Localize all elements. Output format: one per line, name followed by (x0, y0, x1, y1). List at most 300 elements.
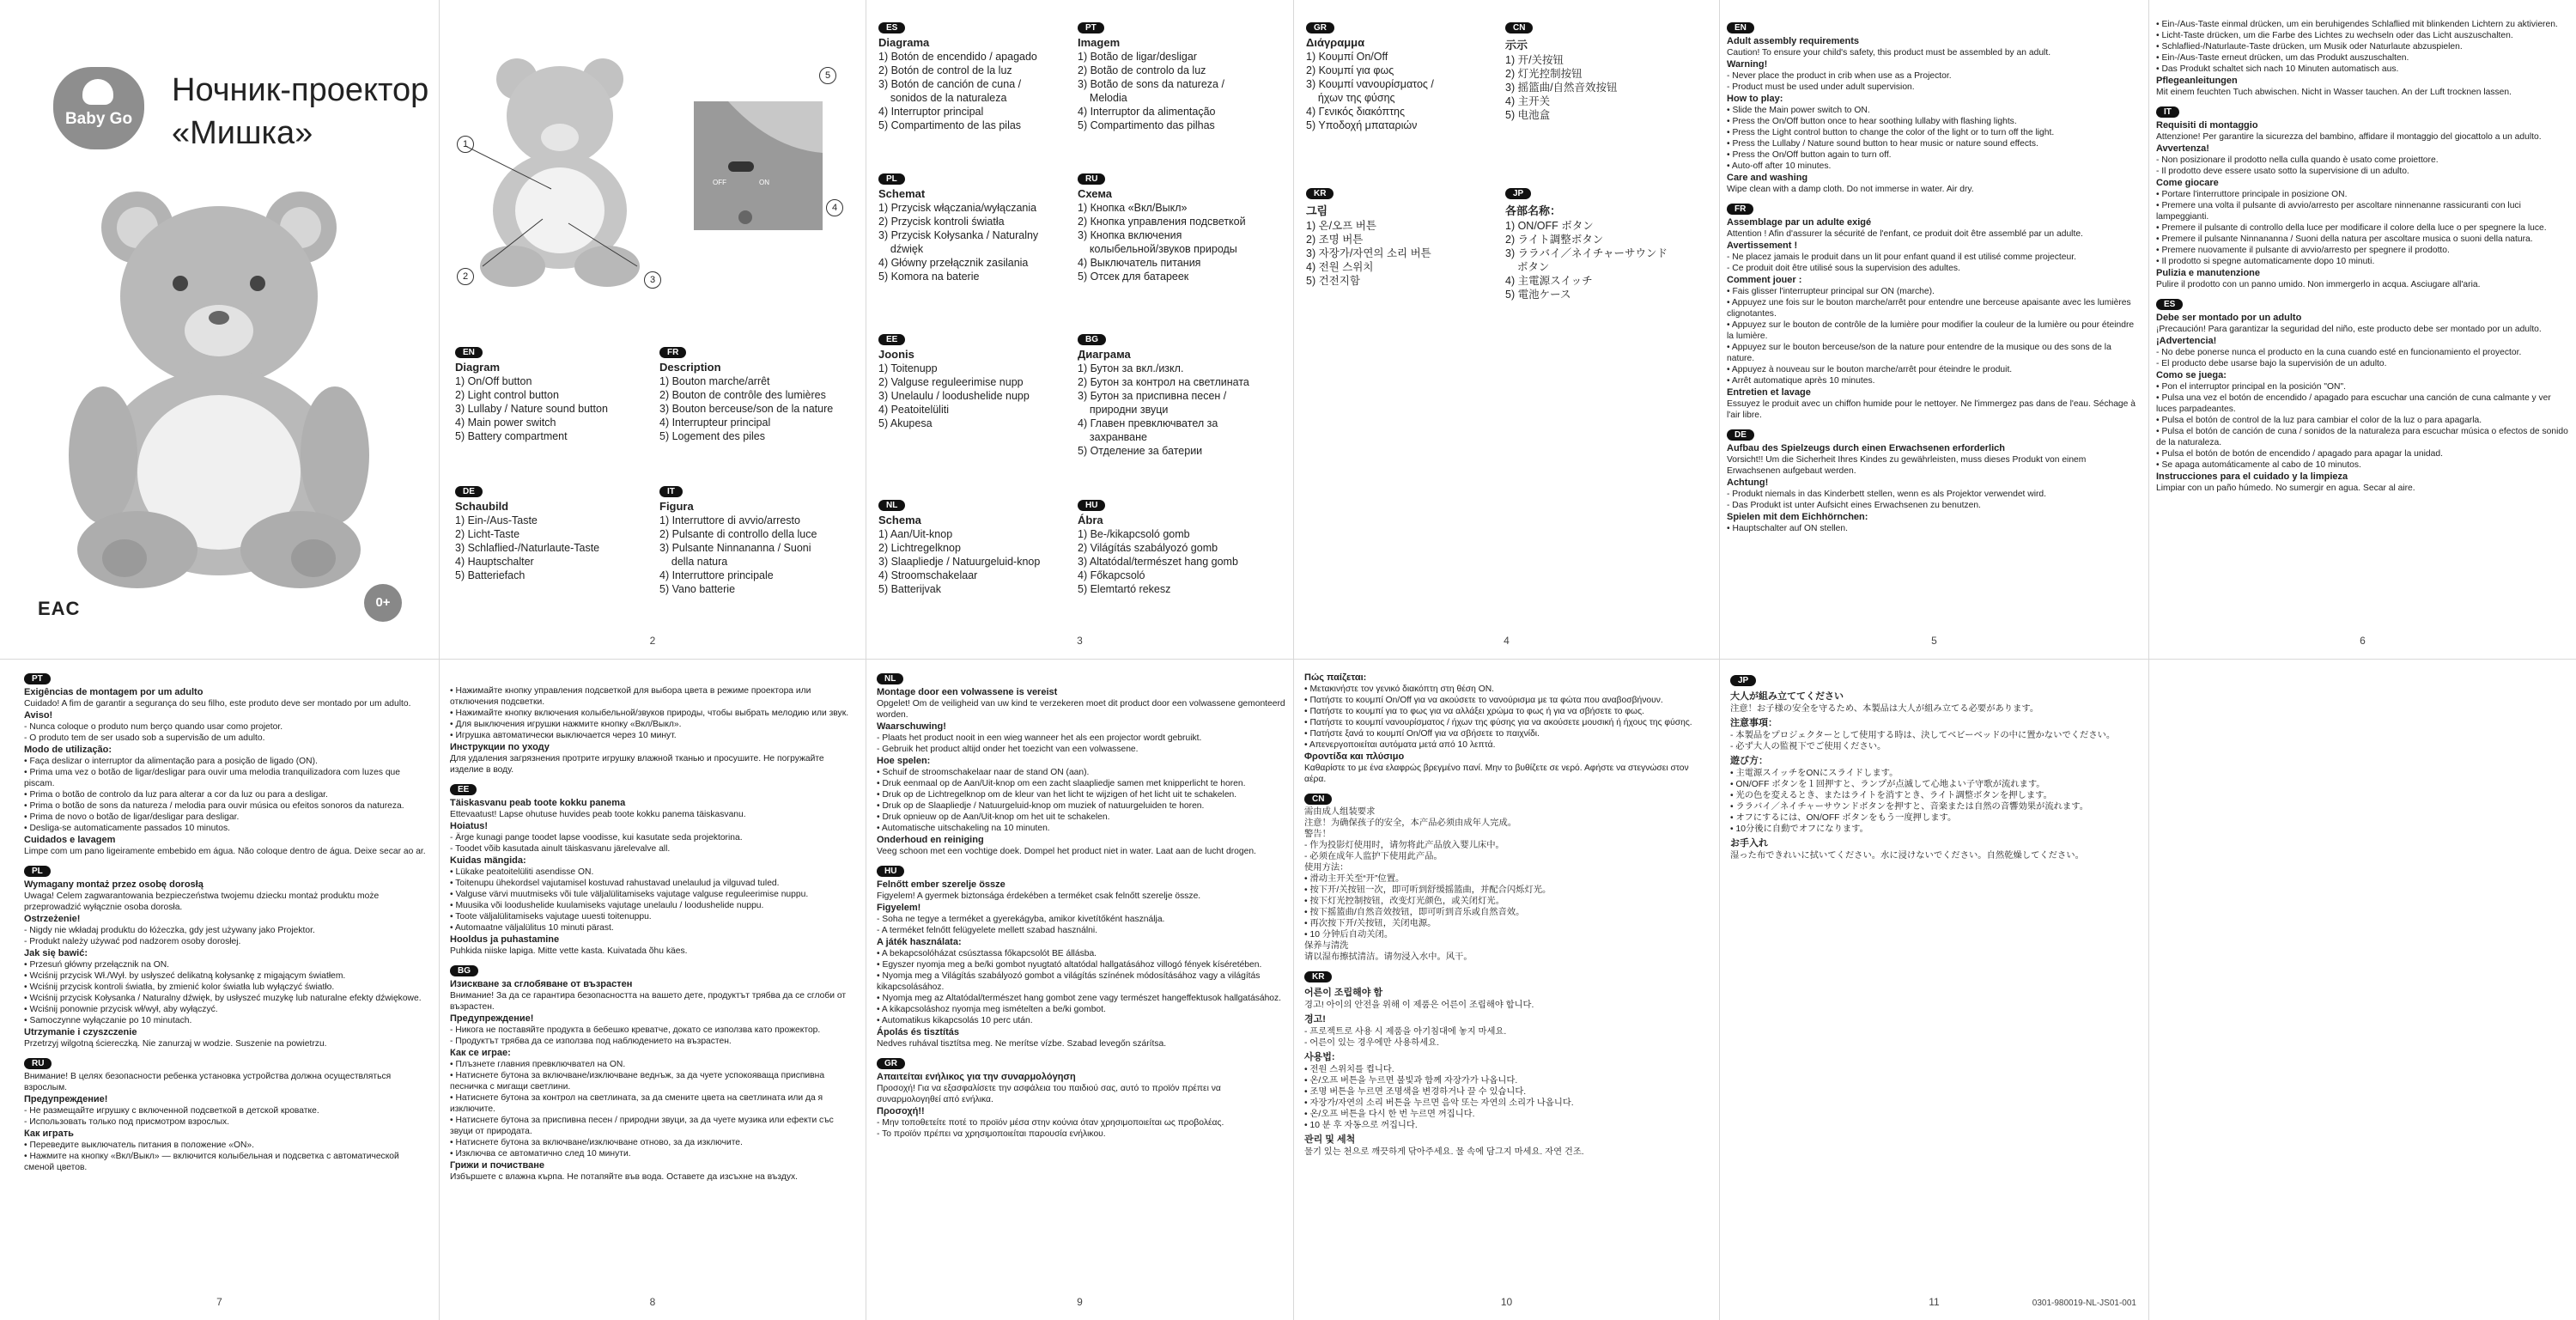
section-heading: Avvertenza! (2156, 143, 2209, 154)
instruction-line: • Muusika või loodushelide kuulamiseks vajutage unelaulu / loodushelide nuppu. (450, 901, 764, 910)
panel-page-3 (866, 0, 1294, 660)
instruction-line: - Ce produit doit être utilisé sous la supervision des adultes. (1727, 264, 1960, 273)
instruction-line: • Egyszer nyomja meg a be/ki gombot nyugtató altatódal hallgatásához villogó fények kíséretében. (877, 960, 1262, 970)
language-tag: HU (877, 866, 904, 877)
instruction-line: • Desliga-se automaticamente passados 10 minutos. (24, 824, 230, 833)
page-number: 5 (1931, 635, 1937, 647)
instruction-line: • 10分後に自動でオフになります。 (1730, 824, 1868, 834)
age-badge (364, 584, 402, 622)
legend-item: 1) Botão de ligar/desligar (1078, 51, 1197, 63)
language-tag: NL (878, 500, 905, 511)
legend-item: 1) 온/오프 버튼 (1306, 220, 1376, 232)
legend-item: 2) 조명 버튼 (1306, 234, 1364, 246)
legend-item: 2) Lichtregelknop (878, 542, 961, 554)
legend-item: 5) Logement des piles (659, 430, 765, 442)
section-heading: Come giocare (2156, 178, 2219, 188)
legend-item: 3) Кнопка включения (1078, 229, 1182, 241)
legend-item: 2) Világítás szabályozó gomb (1078, 542, 1218, 554)
section-spacer (450, 957, 858, 962)
legend-item: 3) Slaapliedje / Natuurgeluid-knop (878, 556, 1041, 568)
legend-item: 4) Interruttore principale (659, 569, 774, 581)
instruction-line: - Никога не поставяйте продукта в бебешко креватче, докато се използва като прожектор. (450, 1025, 821, 1035)
instruction-line: • Se apaga automáticamente al cabo de 10 minutos. (2156, 460, 2361, 470)
instruction-line: • Πατήστε το κουμπί νανουρίσματος / ήχων της φύσης για να ακούσετε μουσική ή ήχους της φύσης. (1304, 718, 1692, 727)
legend-item: 3) ララバイ／ネイチャーサウンド (1505, 247, 1668, 259)
instruction-line: • Automatische uitschakeling na 10 minuten. (877, 824, 1050, 833)
instruction-line: • Wciśnij przycisk Kołysanka / Naturalny dźwięk, by usłyszeć muzykę lub naturalne efekty dźwiękowe. (24, 994, 422, 1003)
section-heading: Hooldus ja puhastamine (450, 934, 560, 945)
instruction-line: Προσοχή! Για να εξασφαλίσετε την ασφάλεια του παιδιού σας, αυτό το προϊόν πρέπει να συναρμολογηθεί από ενήλικα. (877, 1084, 1224, 1104)
instruction-line: • Pulsa el botón de canción de cuna / sonidos de la naturaleza para escuchar música o efectos de sonido de la naturaleza. (2156, 427, 2571, 447)
legend-item: 1) Κουμπί On/Off (1306, 51, 1388, 63)
legend-title: 그림 (1306, 204, 1328, 217)
instruction-line: • 조명 버튼을 누르면 조명색을 변경하거나 끌 수 있습니다. (1304, 1087, 1527, 1097)
language-tag: ES (2156, 299, 2183, 310)
legend-item: 3) Przycisk Kołysanka / Naturalny (878, 229, 1039, 241)
instruction-line: - Product must be used under adult supervision. (1727, 82, 1915, 92)
section-heading: Täiskasvanu peab toote kokku panema (450, 798, 626, 808)
section-heading: Грижи и почистване (450, 1160, 544, 1171)
callout-4: 4 (826, 199, 843, 216)
instruction-line: - O produto tem de ser usado sob a supervisão de um adulto. (24, 733, 265, 743)
legend-item: 5) 电池盒 (1505, 109, 1551, 121)
section-heading: Kuidas mängida: (450, 855, 526, 866)
section-heading: Felnőtt ember szerelje össze (877, 879, 1005, 890)
instruction-line: • 再次按下开/关按钮，关闭电源。 (1304, 919, 1437, 928)
instruction-line: • Натиснете бутона за приспивна песен / природни звуци, за да чуете музика или ефекти със звуци от природата. (450, 1116, 836, 1136)
legend-block (659, 483, 844, 596)
instruction-line: • Valguse värvi muutmiseks või tule väljalülitamiseks vajutage valguse reguleerimise nuppu. (450, 890, 809, 899)
instruction-line: - A terméket felnőtt felügyelete mellett szabad használni. (877, 926, 1097, 935)
instruction-line: - 어른이 있는 경우에만 사용하세요. (1304, 1038, 1439, 1048)
legend-item: 3) Lullaby / Nature sound button (455, 403, 608, 415)
section-heading: Pflegeanleitungen (2156, 76, 2238, 86)
instruction-line: • Druk opnieuw op de Aan/Uit-knop om het uit te schakelen. (877, 812, 1110, 822)
instruction-line: - El producto debe usarse bajo la supervisión de un adulto. (2156, 359, 2387, 368)
panel-page-9 (866, 660, 1294, 1320)
legend-block (1505, 19, 1690, 122)
instruction-line: 경고! 아이의 안전을 위해 이 제품은 어른이 조립해야 합니다. (1304, 1001, 1534, 1010)
section-heading: 경고! (1304, 1014, 1326, 1025)
instruction-line: 注意！为确保孩子的安全，本产品必须由成年人完成。 (1304, 818, 1517, 828)
instruction-line: 물기 있는 천으로 깨끗하게 닦아주세요. 물 속에 담그지 마세요. 자연 건조. (1304, 1147, 1584, 1157)
section-spacer (877, 1140, 1285, 1145)
section-heading: Πώς παίζεται: (1304, 672, 1367, 683)
legend-item: 2) 灯光控制按钮 (1505, 68, 1583, 80)
instructions-text (450, 685, 858, 1188)
section-heading: 注意事項： (1730, 718, 1777, 728)
legend-item: 5) Отделение за батерии (1078, 445, 1203, 457)
legend-item: 2) Przycisk kontroli światła (878, 216, 1005, 228)
legend-item: 1) Toitenupp (878, 362, 938, 374)
instruction-line: Καθαρίστε το με ένα ελαφρώς βρεγμένο πανί. Μην το βυθίζετε σε νερό. Αφήστε να στεγνώσει στον αέρα. (1304, 763, 1692, 784)
instruction-line: Caution! To ensure your child's safety, this product must be assembled by an adult. (1727, 48, 2051, 58)
instruction-line: • Press the On/Off button again to turn off. (1727, 150, 1892, 160)
instruction-line: • Нажмите на кнопку «Вкл/Выкл» — включится колыбельная и подсветка с автоматической сменой цветов. (24, 1152, 402, 1172)
legend-item: 4) Peatoitelüliti (878, 404, 949, 416)
instruction-line: ¡Precaución! Para garantizar la seguridad del niño, este producto debe ser montado por un adulto. (2156, 325, 2542, 334)
legend-item: природни звуци (1078, 404, 1169, 416)
instruction-line: - 프로젝트로 사용 시 제품을 아기침대에 놓지 마세요. (1304, 1027, 1507, 1037)
instruction-line: • Натиснете бутона за включване/изключване отново, за да изключите. (450, 1138, 743, 1147)
teddy-bear-image (43, 180, 386, 593)
legend-item: захранване (1078, 431, 1147, 443)
language-tag: NL (877, 673, 903, 684)
instruction-line: • ララバイ／ネイチャーサウンドボタンを押すと、音楽または自然の音響効果が流れます。 (1730, 802, 2088, 812)
legend-block (1505, 185, 1690, 301)
instruction-line: - Das Produkt ist unter Aufsicht eines Erwachsenen zu benutzen. (1727, 501, 1981, 510)
instruction-line: • Πατήστε το κουμπί On/Off για να ακούσετε το νανούρισμα με τα φώτα που αναβοσβήνουν. (1304, 696, 1663, 705)
instruction-line: • Для выключения игрушки нажмите кнопку «Вкл/Выкл». (450, 720, 682, 729)
instructions-text (2156, 19, 2571, 499)
instruction-line: Attenzione! Per garantire la sicurezza del bambino, affidare il montaggio del giocattolo a un adulto. (2156, 132, 2542, 142)
instruction-line: • Wciśnij przycisk kontroli światła, by zmienić kolor światła lub wyłączyć światło. (24, 982, 335, 992)
section-spacer (877, 1049, 1285, 1055)
legend-item: 4) Interruptor principal (878, 106, 984, 118)
legend-block (659, 344, 844, 443)
page-number: 8 (649, 1296, 656, 1308)
section-spacer (1304, 785, 1711, 790)
language-tag: PL (878, 173, 905, 185)
legend-item: 2) Bouton de contrôle des lumières (659, 389, 826, 401)
instruction-line: • Auto-off after 10 minutes. (1727, 161, 1832, 171)
legend-item: 4) 主开关 (1505, 95, 1551, 107)
language-tag: JP (1505, 188, 1531, 199)
legend-item: 1) Бутон за вкл./изкл. (1078, 362, 1184, 374)
instruction-line: Essuyez le produit avec un chiffon humide pour le nettoyer. Ne l'immergez pas dans de l'eau. Séchage à l'air libre. (1727, 399, 2138, 420)
legend-title: Ábra (1078, 514, 1103, 526)
language-tag: CN (1304, 794, 1332, 805)
section-spacer (2156, 494, 2568, 499)
instruction-line: • Ein-/Aus-Taste erneut drücken, um das Produkt auszuschalten. (2156, 53, 2409, 63)
instruction-line: - Never place the product in crib when use as a Projector. (1727, 71, 1952, 81)
panel-page-4 (1294, 0, 1720, 660)
language-tag: HU (1078, 500, 1105, 511)
language-tag: DE (455, 486, 483, 497)
section-spacer (24, 1173, 428, 1178)
section-heading: Debe ser montado por un adulto (2156, 313, 2302, 323)
section-heading: ¡Advertencia! (2156, 336, 2217, 346)
legend-item: 5) Batteriefach (455, 569, 526, 581)
legend-title: Diagram (455, 361, 501, 374)
legend-item: 2) Pulsante di controllo della luce (659, 528, 817, 540)
panel-page-2 (440, 0, 866, 660)
page-number: 4 (1504, 635, 1510, 647)
instruction-line: • Απενεργοποιείται αυτόματα μετά από 10 λεπτά. (1304, 740, 1496, 750)
section-spacer (2156, 98, 2568, 103)
legend-item: 5) Отсек для батареек (1078, 271, 1189, 283)
section-heading: Instrucciones para el cuidado y la limpieza (2156, 471, 2348, 482)
legend-block (878, 496, 1063, 596)
instruction-line: • 자장가/자연의 소리 버튼을 누르면 음악 또는 자연의 소리가 나옵니다. (1304, 1098, 1574, 1108)
legend-item: 4) 主電源スイッチ (1505, 275, 1593, 287)
instruction-line: • Appuyez à nouveau sur le bouton marche/arrêt pour éteindre le produit. (1727, 365, 2013, 374)
language-tag: RU (24, 1058, 52, 1069)
instruction-line: • Nyomja meg a Világítás szabályozó gombot a világítás színének módosításához vagy a világítás kikapcsolásához. (877, 971, 1263, 992)
instruction-line: • 按下开/关按钮一次，即可听到舒缓摇篮曲，并配合闪烁灯光。 (1304, 885, 1552, 895)
instruction-line: • Appuyez une fois sur le bouton marche/arrêt pour entendre une berceuse apaisante avec les lumières clignotantes. (1727, 298, 2134, 319)
legend-block (1306, 19, 1491, 132)
product-title-line2: «Мишка» (172, 115, 313, 151)
instruction-line: 需由成人组装要求 (1304, 807, 1376, 817)
legend-item: 5) Komora na baterie (878, 271, 980, 283)
instruction-line: • Premere il pulsante Ninnananna / Suoni della natura per ascoltare musica o suoni della natura. (2156, 234, 2533, 244)
legend-item: 2) Κουμπί για φως (1306, 64, 1394, 76)
section-heading: Απαιτείται ενήλικος για την συναρμολόγηση (877, 1072, 1076, 1082)
instruction-line: • Ein-/Aus-Taste einmal drücken, um ein beruhigendes Schlaflied mit blinkenden Lichtern zu aktivieren. (2156, 20, 2558, 29)
section-heading: Adult assembly requirements (1727, 36, 1860, 46)
page-number: 11 (1929, 1296, 1940, 1308)
legend-block (455, 344, 640, 443)
section-heading: Waarschuwing! (877, 721, 946, 732)
legend-item: 5) 건전지함 (1306, 275, 1360, 287)
legend-item: 4) Main power switch (455, 417, 556, 429)
section-heading: 大人が組み立ててください (1730, 691, 1844, 702)
legend-item: Melodia (1078, 92, 1127, 104)
legend-item: 2) Licht-Taste (455, 528, 520, 540)
instruction-line: • Toote väljalülitamiseks vajutage uuesti toitenuppu. (450, 912, 652, 922)
language-tag: CN (1505, 22, 1533, 33)
section-heading: Comment jouer : (1727, 275, 1802, 285)
instruction-line: - Gebruik het product altijd onder het toezicht van een volwassene. (877, 745, 1139, 754)
legend-item: 4) Hauptschalter (455, 556, 534, 568)
switch-on-label: ON (759, 179, 769, 186)
instruction-line: • 主電源スイッチをONにスライドします。 (1730, 769, 1899, 778)
instruction-line: • Pulsa el botón de botón de encendido / apagado para apagar la unidad. (2156, 449, 2443, 459)
section-heading: Ostrzeżenie! (24, 914, 81, 924)
instruction-line: - 作为投影灯使用时，请勿将此产品放入婴儿床中。 (1304, 841, 1504, 850)
language-tag: IT (2156, 106, 2179, 118)
legend-title: 各部名称： (1505, 204, 1562, 217)
legend-item: 3) Бутон за приспивна песен / (1078, 390, 1227, 402)
callout-1: 1 (457, 136, 474, 153)
instruction-line: • Πατήστε το κουμπί για το φως για να αλλάξει χρώμα το φως ή για να σβήσετε το φως. (1304, 707, 1644, 716)
legend-item: 3) 자장가/자연의 소리 버튼 (1306, 247, 1431, 259)
language-tag: KR (1304, 971, 1332, 982)
instruction-line: • Prima o botão de sons da natureza / melodia para ouvir música ou efeitos sonoros da natureza. (24, 801, 404, 811)
instruction-line: • 按下灯光控制按钮，改变灯光颜色，或关闭灯光。 (1304, 897, 1504, 906)
section-spacer (450, 776, 858, 781)
instruction-line: - Non posizionare il prodotto nella culla quando è usato come proiettore. (2156, 155, 2439, 165)
language-tag: PL (24, 866, 51, 877)
instruction-line: - 本製品をプロジェクターとして使用する時は、決してベビーベッドの中に置かないでください。 (1730, 731, 2116, 740)
instruction-line: 请以湿布擦拭清洁。请勿浸入水中。风干。 (1304, 952, 1473, 962)
instruction-line: • Переведите выключатель питания в положение «ON». (24, 1141, 255, 1150)
language-tag: EE (878, 334, 905, 345)
instruction-line: Puhkida niiske lapiga. Mitte vette kasta. Kuivatada õhu käes. (450, 946, 688, 956)
language-tag: EN (455, 347, 483, 358)
instruction-line: • Wciśnij przycisk Wł./Wył. by usłyszeć delikatną kołysankę z migającym światłem. (24, 971, 346, 981)
legend-title: Imagem (1078, 36, 1121, 49)
legend-item: 3) Botão de sons da natureza / (1078, 78, 1224, 90)
instruction-line: Wipe clean with a damp cloth. Do not immerse in water. Air dry. (1727, 185, 1974, 194)
instruction-line: Limpiar con un paño húmedo. No sumergir en agua. Secar al aire. (2156, 484, 2415, 493)
legend-item: 5) Υποδοχή μπαταριών (1306, 119, 1418, 131)
section-heading: Assemblage par un adulte exigé (1727, 217, 1872, 228)
instruction-line: • Pulsa una vez el botón de encendido / apagado para escuchar una canción de cuna calmante y ver luces parpadeantes. (2156, 393, 2554, 414)
instruction-line: Vorsicht!! Um die Sicherheit Ihres Kindes zu gewährleisten, muss dieses Produkt von einem Erwachsenen aufgebaut werden. (1727, 455, 2089, 476)
eac-mark: EAC (38, 598, 81, 619)
legend-item: 1) Кнопка «Вкл/Выкл» (1078, 202, 1188, 214)
legend-title: Схема (1078, 187, 1113, 200)
legend-block (455, 483, 640, 582)
instruction-line: • 10 분 후 자동으로 꺼집니다. (1304, 1121, 1418, 1130)
legend-item: 2) Valguse reguleerimise nupp (878, 376, 1024, 388)
legend-block (878, 170, 1063, 283)
language-tag: GR (877, 1058, 905, 1069)
instruction-line: • Press the On/Off button once to hear soothing lullaby with flashing lights. (1727, 117, 2017, 126)
legend-block (1078, 496, 1262, 596)
instruction-line: - Το προϊόν πρέπει να χρησιμοποιείται παρουσία ενήλικου. (877, 1129, 1106, 1139)
legend-item: 1) 开/关按钮 (1505, 54, 1564, 66)
language-tag: JP (1730, 675, 1756, 686)
section-heading: Requisiti di montaggio (2156, 120, 2258, 131)
instruction-line: • Przesuń główny przełącznik na ON. (24, 960, 169, 970)
instruction-line: Limpe com um pano ligeiramente embebido em água. Não coloque dentro de água. Deixe secar ao ar. (24, 847, 426, 856)
section-heading: Как играть (24, 1128, 74, 1139)
instruction-line: 使用方法： (1304, 863, 1349, 873)
instruction-line: • Automatikus kikapcsolás 10 perc után. (877, 1016, 1033, 1025)
instructions-text (1730, 672, 2139, 867)
instruction-line: • Faça deslizar o interruptor da alimentação para a posição de ligado (ON). (24, 757, 318, 766)
panel-page-10 (1294, 660, 1720, 1320)
language-tag: KR (1306, 188, 1334, 199)
legend-item: 4) Выключатель питания (1078, 257, 1201, 269)
legend-item: della natura (659, 556, 728, 568)
instruction-line: 保养与清洗 (1304, 941, 1349, 951)
page-number: 6 (2360, 635, 2366, 647)
legend-title: Figura (659, 500, 694, 513)
section-heading: Aviso! (24, 710, 53, 721)
instruction-line: Внимание! За да се гарантира безопасността на вашето дете, продуктът трябва да се сглоби от възрастен. (450, 991, 848, 1012)
instruction-line: - Produkt niemals in das Kinderbett stellen, wenn es als Projektor verwendet wird. (1727, 490, 2047, 499)
instruction-line: • Hauptschalter auf ON stellen. (1727, 524, 1848, 533)
legend-item: 4) Interrupteur principal (659, 417, 771, 429)
section-heading: Avertissement ! (1727, 240, 1798, 251)
legend-title: 示示 (1505, 39, 1528, 52)
section-spacer (1304, 1158, 1711, 1163)
panel-page-11 (1720, 660, 2149, 1320)
brand-logo (53, 67, 144, 149)
section-heading: Modo de utilização: (24, 745, 112, 755)
instruction-line: Ettevaatust! Lapse ohutuse huvides peab toote kokku panema täiskasvanu. (450, 810, 746, 819)
legend-item: ήχων της φύσης (1306, 92, 1395, 104)
legend-item: 5) Elemtartó rekesz (1078, 583, 1171, 595)
legend-item: 2) Кнопка управления подсветкой (1078, 216, 1246, 228)
legend-item: 2) Botão de controlo da luz (1078, 64, 1206, 76)
section-heading: Предупреждение! (450, 1013, 534, 1024)
instruction-line: • Fais glisser l'interrupteur principal sur ON (marche). (1727, 287, 1935, 296)
instruction-line: • Il prodotto si spegne automaticamente dopo 10 minuti. (2156, 257, 2375, 266)
instruction-line: Избършете с влажна кърпа. Не потапяйте във вода. Оставете да изсъхне на въздух. (450, 1172, 798, 1182)
legend-item: 4) Γενικός διακόπτης (1306, 106, 1405, 118)
instruction-line: 湿った布できれいに拭いてください。水に浸けないでください。自然乾燥してください。 (1730, 851, 2084, 861)
instructions-text (24, 670, 428, 1178)
panel-cover (0, 0, 440, 660)
instruction-line: Veeg schoon met een vochtige doek. Dompel het product niet in water. Laat aan de lucht drogen. (877, 847, 1256, 856)
section-spacer (1727, 534, 2139, 539)
instruction-line: • Druk op de Slaapliedje / Natuurgeluid-knop om muziek of natuurgeluiden te horen. (877, 801, 1205, 811)
section-heading: Entretien et lavage (1727, 387, 1811, 398)
instruction-line: • Slide the Main power switch to ON. (1727, 106, 1870, 115)
section-spacer (1727, 421, 2139, 426)
instructions-text (877, 670, 1288, 1145)
instruction-line: • Lükake peatoitelüliti asendisse ON. (450, 867, 594, 877)
legend-block (1078, 170, 1262, 283)
page-number: 2 (649, 635, 656, 647)
legend-item: 5) Vano batterie (659, 583, 736, 595)
legend-block (878, 19, 1063, 132)
legend-title: Schaubild (455, 500, 509, 513)
section-heading: Pulizia e manutenzione (2156, 268, 2261, 278)
section-heading: Wymagany montaż przez osobę dorosłą (24, 879, 204, 890)
legend-item: 5) Compartimento de las pilas (878, 119, 1022, 131)
legend-item: 3) Unelaulu / loodushelide nupp (878, 390, 1030, 402)
legend-item: ボタン (1505, 261, 1550, 273)
language-tag: GR (1306, 22, 1334, 33)
instruction-line: • Press the Lullaby / Nature sound button to hear music or nature sound effects. (1727, 139, 2038, 149)
page-number: 7 (216, 1296, 222, 1308)
instruction-line: • 按下摇篮曲/自然音效按钮，即可听到音乐或自然音效。 (1304, 908, 1525, 917)
legend-item: 5) Batterijvak (878, 583, 941, 595)
legend-item: 3) 摇篮曲/自然音效按钮 (1505, 82, 1618, 94)
instruction-line: Figyelem! A gyermek biztonsága érdekében a terméket csak felnőtt szerelje össze. (877, 891, 1201, 901)
instruction-line: • Μετακινήστε τον γενικό διακόπτη στη θέση ON. (1304, 684, 1495, 694)
instruction-line: • Premere una volta il pulsante di avvio/arresto per ascoltare ninnenanne rassicuranti con luci lampeggianti. (2156, 201, 2524, 222)
instruction-line: Uwaga! Celem zagwarantowania bezpieczeństwa twojemu dziecku montaż produktu może przeprowadzić wyłącznie osoba dorosła. (24, 891, 382, 912)
instruction-line: • Натиснете бутона за контрол на светлината, за да смените цвета на светлината или да я изключите. (450, 1093, 826, 1114)
section-spacer (1727, 195, 2139, 200)
language-tag: PT (24, 673, 51, 684)
instruction-line: Pulire il prodotto con un panno umido. Non immergerlo in acqua. Asciugare all'aria. (2156, 280, 2481, 289)
section-heading: Spielen mit dem Eichhörnchen: (1727, 512, 1868, 522)
instruction-line: - Soha ne tegye a terméket a gyerekágyba, amikor kivetítőként használja. (877, 915, 1165, 924)
legend-item: 3) Bouton berceuse/son de la nature (659, 403, 834, 415)
legend-item: 2) Бутон за контрол на светлината (1078, 376, 1249, 388)
elephant-icon (82, 79, 113, 105)
legend-title: Диаграма (1078, 348, 1131, 361)
legend-item: 3) Schlaflied-/Naturlaute-Taste (455, 542, 600, 554)
brand-logo-text: Baby Go (64, 110, 133, 128)
section-heading: Как се играе: (450, 1048, 511, 1058)
language-tag: BG (1078, 334, 1106, 345)
legend-item: 1) Be-/kikapcsoló gomb (1078, 528, 1190, 540)
legend-item: 1) Aan/Uit-knop (878, 528, 953, 540)
instruction-line: - Ärge kunagi pange toodet lapse voodisse, kui kasutate seda projektorina. (450, 833, 743, 842)
instruction-line: Opgelet! Om de veiligheid van uw kind te verzekeren moet dit product door een volwassene gemonteerd worden. (877, 699, 1288, 720)
section-heading: Utrzymanie i czyszczenie (24, 1027, 137, 1037)
instruction-line: • 光の色を変えるとき、またはライトを消すとき、ライト調整ボタンを押します。 (1730, 791, 2052, 800)
instruction-line: - 必ず大人の監視下でご使用ください。 (1730, 742, 1886, 751)
section-heading: Ápolás és tisztítás (877, 1027, 959, 1037)
instruction-line: Внимание! В целях безопасности ребенка установка устройства должна осуществляться взрослым. (24, 1072, 394, 1092)
legend-item: 4) 전원 스위치 (1306, 261, 1374, 273)
section-heading: Προσοχή!! (877, 1106, 925, 1116)
legend-block (1306, 185, 1491, 288)
instruction-line: Nedves ruhával tisztítsa meg. Ne merítse vízbe. Szabad levegőn szárítsa. (877, 1039, 1167, 1049)
panel-page-6 (2149, 0, 2576, 660)
legend-item: 4) Stroomschakelaar (878, 569, 978, 581)
instruction-line: • Das Produkt schaltet sich nach 10 Minuten automatisch aus. (2156, 64, 2399, 74)
section-heading: Onderhoud en reiniging (877, 835, 984, 845)
section-heading: A játék használata: (877, 937, 962, 947)
panel-page-7 (0, 660, 440, 1320)
instruction-line: • 10 分钟后自动关闭。 (1304, 930, 1394, 940)
instruction-line: • Druk eenmaal op de Aan/Uit-knop om een zacht slaapliedje samen met knipperlicht te horen. (877, 779, 1246, 788)
instruction-line: • Nyomja meg az Altatódal/természet hang gombot zene vagy természet hangeffektusok hallgatásához. (877, 994, 1282, 1003)
instruction-line: - Использовать только под присмотром взрослых. (24, 1117, 230, 1127)
instruction-line: • A kikapcsoláshoz nyomja meg ismételten a be/ki gombot. (877, 1005, 1106, 1014)
